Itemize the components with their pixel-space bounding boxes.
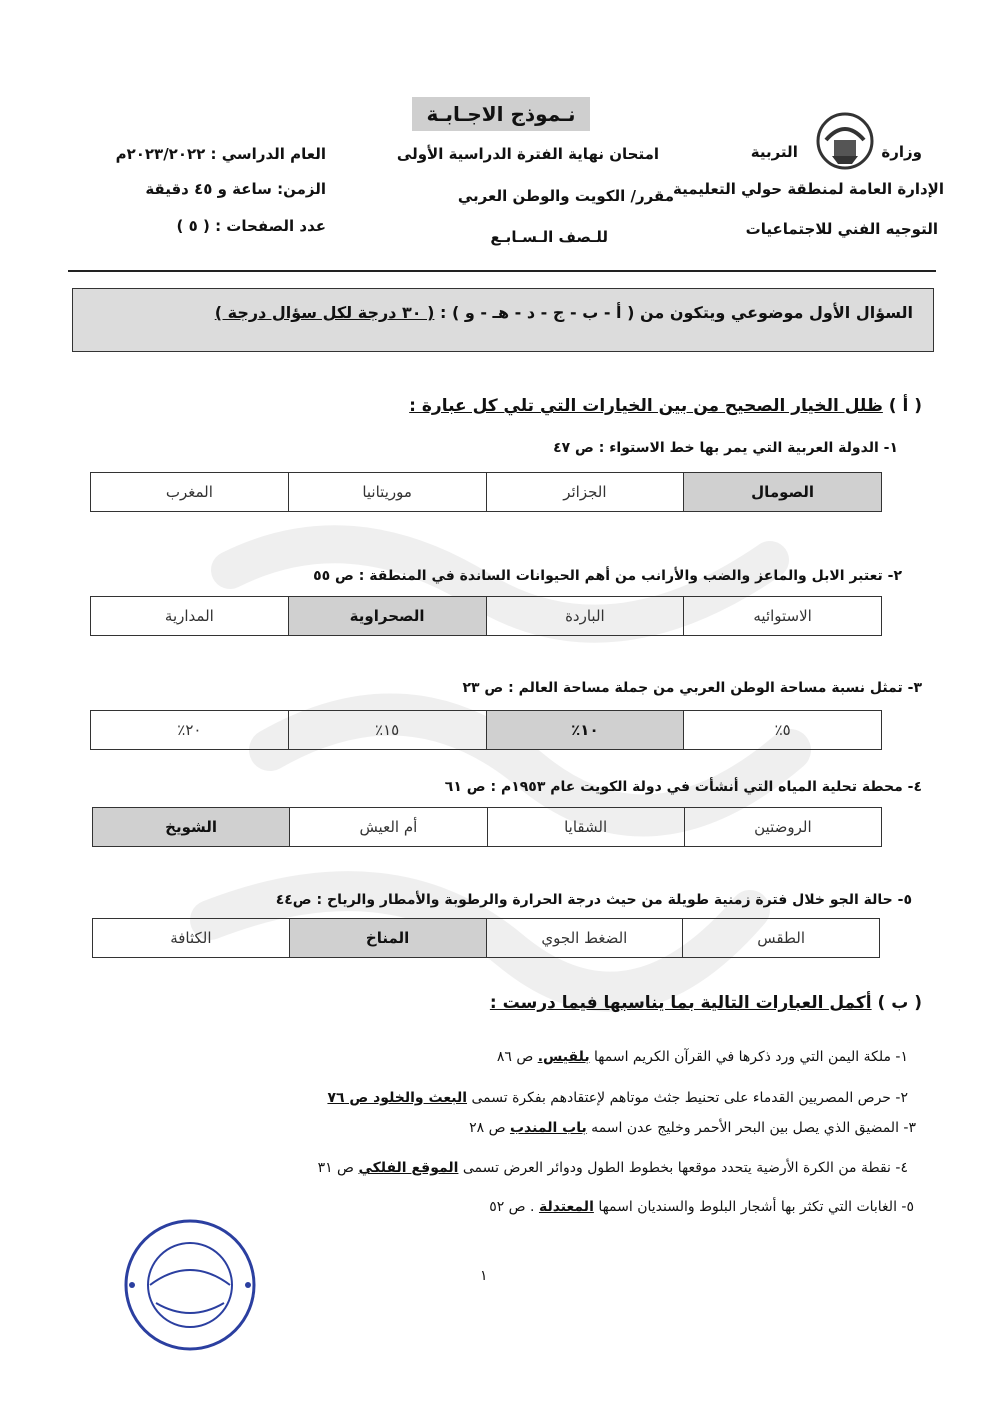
option-a1-3[interactable]: موريتانيا bbox=[288, 473, 486, 512]
question-a1: ١- الدولة العربية التي يمر بها خط الاستواء : ص ٤٧ bbox=[553, 440, 898, 456]
options-a2 bbox=[90, 596, 882, 636]
option-a5-4[interactable]: الكثافة bbox=[93, 919, 290, 958]
option-a3-2[interactable]: ١٠٪ bbox=[486, 711, 684, 750]
option-a2-1[interactable]: الاستوائيه bbox=[684, 597, 882, 636]
option-a4-3[interactable]: أم العيش bbox=[290, 808, 487, 847]
option-a2-2[interactable]: الباردة bbox=[486, 597, 684, 636]
option-a2-3[interactable]: الصحراوية bbox=[288, 597, 486, 636]
page-title: نـموذج الاجـابـة bbox=[412, 97, 590, 131]
fill-answer-5: المعتدلة bbox=[538, 1199, 594, 1215]
fill-item-2: ٢- حرص المصريين القدماء على تحنيط جثث موتاهم لإعتقادهم بفكرة تسمى البعث والخلود ص ٧٦ bbox=[327, 1090, 908, 1106]
option-a1-4[interactable]: المغرب bbox=[91, 473, 289, 512]
ministry-logo-icon bbox=[812, 110, 878, 172]
question-a4: ٤- محطة تحلية المياه التي أنشأت في دولة الكويت عام ١٩٥٣م : ص ٦١ bbox=[444, 779, 922, 795]
option-a4-1[interactable]: الروضتين bbox=[684, 808, 881, 847]
watermark-icon bbox=[150, 450, 850, 1050]
option-a1-1[interactable]: الصومال bbox=[684, 473, 882, 512]
exam-name: امتحان نهاية الفترة الدراسية الأولى bbox=[396, 145, 659, 163]
ministry-name: وزارة التربية bbox=[750, 143, 922, 161]
options-a3 bbox=[90, 710, 882, 750]
option-a5-1[interactable]: الطقس bbox=[683, 919, 880, 958]
option-a4-2[interactable]: الشقايا bbox=[487, 808, 684, 847]
fill-item-4: ٤- نقطة من الكرة الأرضية يتحدد موقعها بخطوط الطول ودوائر العرض تسمى الموقع الفلكي ص ٣١ bbox=[317, 1160, 908, 1176]
part-a-heading: ( أ ) ظلل الخيار الصحيح من بين الخيارات التي تلي كل عبارة : bbox=[409, 396, 922, 416]
header-divider bbox=[68, 270, 936, 272]
school-year: العام الدراسي : ٢٠٢٣/٢٠٢٢م bbox=[115, 145, 326, 163]
page-number: ١ bbox=[480, 1268, 488, 1284]
course-name: مقرر/ الكويت والوطن العربي bbox=[457, 187, 674, 205]
question-1-box bbox=[72, 288, 934, 352]
fill-item-5: ٥- الغابات التي تكثر بها أشجار البلوط والسنديان اسمها المعتدلة . ص ٥٢ bbox=[489, 1199, 914, 1215]
option-a3-1[interactable]: ٥٪ bbox=[684, 711, 882, 750]
options-a5 bbox=[92, 918, 880, 958]
option-a2-4[interactable]: المدارية bbox=[91, 597, 289, 636]
grade-name: للـصف الـسـابـع bbox=[490, 228, 608, 246]
question-1-text: السؤال الأول موضوعي ويتكون من ( أ - ب - ج - د - هـ - و ) : ( ٣٠ درجة لكل سؤال درجة ) bbox=[214, 303, 913, 322]
fill-item-3: ٣- المضيق الذي يصل بين البحر الأحمر وخليج عدن اسمه باب المندب ص ٢٨ bbox=[469, 1120, 916, 1136]
option-a3-4[interactable]: ٢٠٪ bbox=[91, 711, 289, 750]
option-a5-2[interactable]: الضغط الجوي bbox=[486, 919, 683, 958]
page-count: عدد الصفحات : ( ٥ ) bbox=[176, 217, 326, 235]
question-a5: ٥- حالة الجو خلال فترة زمنية طويلة من حيث درجة الحرارة والرطوبة والأمطار والرياح : ص٤٤ bbox=[275, 892, 912, 908]
fill-answer-1: بلقيس. bbox=[537, 1049, 590, 1065]
option-a1-2[interactable]: الجزائر bbox=[486, 473, 684, 512]
options-a4 bbox=[92, 807, 882, 847]
option-a3-3[interactable]: ١٥٪ bbox=[288, 711, 486, 750]
option-a5-3[interactable]: المناخ bbox=[289, 919, 486, 958]
fill-answer-3: باب المندب bbox=[509, 1120, 587, 1136]
fill-answer-2: البعث والخلود ص ٧٦ bbox=[327, 1090, 468, 1106]
admin-name: الإدارة العامة لمنطقة حولي التعليمية bbox=[672, 180, 944, 198]
fill-item-1: ١- ملكة اليمن التي ورد ذكرها في القرآن الكريم اسمها بلقيس. ص ٨٦ bbox=[496, 1049, 908, 1065]
question-a2: ٢- تعتبر الابل والماعز والضب والأرانب من أهم الحيوانات الساندة في المنطقة : ص ٥٥ bbox=[313, 568, 902, 584]
question-1-marks: ( ٣٠ درجة لكل سؤال درجة ) bbox=[214, 303, 435, 322]
fill-answer-4: الموقع الفلكي bbox=[358, 1160, 459, 1176]
part-b-heading: ( ب ) أكمل العبارات التالية بما يناسبها فيما درست : bbox=[489, 993, 922, 1013]
question-a3: ٣- تمثل نسبة مساحة الوطن العربي من جملة مساحة العالم : ص ٢٣ bbox=[462, 680, 922, 696]
exam-time: الزمن: ساعة و ٤٥ دقيقة bbox=[145, 180, 326, 198]
options-a1 bbox=[90, 472, 882, 512]
official-stamp-icon bbox=[120, 1215, 260, 1355]
option-a4-4[interactable]: الشويخ bbox=[93, 808, 290, 847]
guidance-name: التوجيه الفني للاجتماعيات bbox=[745, 220, 938, 238]
